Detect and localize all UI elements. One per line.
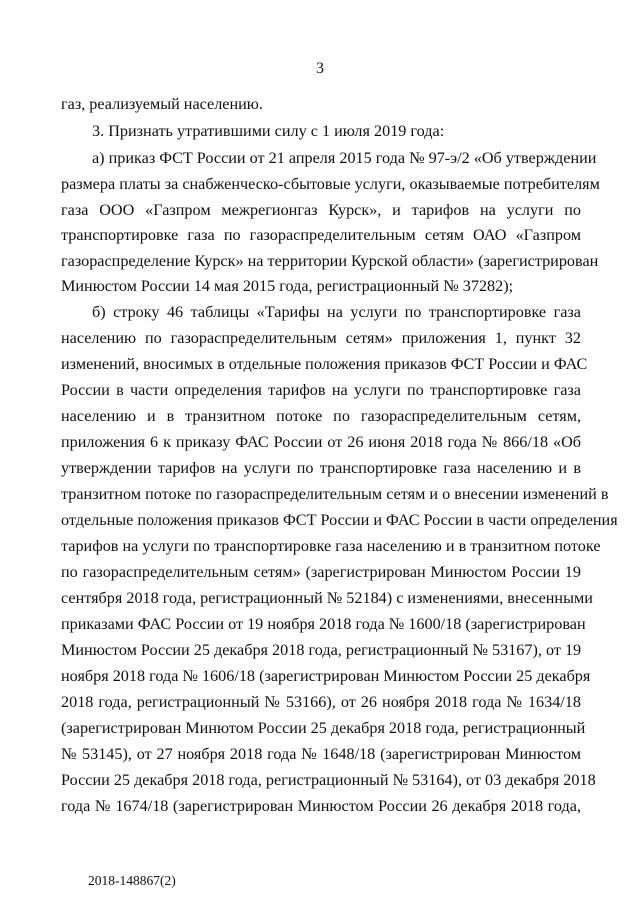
text-line: отдельные положения приказов ФСТ России и ФАС России в части определения (61, 511, 618, 529)
text-line: приказами ФАС России от 19 ноября 2018 года № 1600/18 (зарегистрирован (61, 615, 586, 633)
text-line: № 53145), от 27 ноября 2018 года № 1648/18 (зарегистрирован Минюстом (61, 745, 581, 763)
text-line: утверждении тарифов на услуги по транспортировке газа населению и в (61, 459, 581, 477)
text-line: Минюстом России 14 мая 2015 года, регистрационный № 37282); (61, 277, 514, 295)
text-line: сентября 2018 года, регистрационный № 52184) с изменениями, внесенными (61, 589, 593, 607)
text-line: России в части определения тарифов на услуги по транспортировке газа (61, 381, 581, 399)
text-line: 3. Признать утратившими силу с 1 июля 2019 года: (92, 122, 445, 140)
text-line: по газораспределительным сетям» (зарегистрирован Минюстом России 19 (61, 563, 581, 581)
text-line: а) приказ ФСТ России от 21 апреля 2015 года № 97-э/2 «Об утверждении (92, 149, 597, 167)
text-line: ноября 2018 года № 1606/18 (зарегистрирован Минюстом России 25 декабря (61, 667, 591, 685)
text-line: газа ООО «Газпром межрегионгаз Курск», и тарифов на услуги по (61, 201, 581, 219)
text-line: газ, реализуемый населению. (61, 95, 263, 113)
text-line: б) строку 46 таблицы «Тарифы на услуги по транспортировке газа (92, 303, 581, 321)
text-line: (зарегистрирован Минютом России 25 декабря 2018 года, регистрационный (61, 719, 586, 737)
text-line: тарифов на услуги по транспортировке газа населению и в транзитном потоке (61, 537, 601, 555)
text-line: размера платы за снабженческо-сбытовые услуги, оказываемые потребителям (61, 175, 600, 193)
text-line: приложения 6 к приказу ФАС России от 26 июня 2018 года № 866/18 «Об (61, 433, 581, 451)
text-line: газораспределение Курск» на территории Курской области» (зарегистрирован (61, 252, 599, 270)
document-code: 2018-148867(2) (88, 873, 176, 888)
text-line: изменений, вносимых в отдельные положения приказов ФСТ России и ФАС (61, 355, 588, 373)
text-line: 2018 года, регистрационный № 53166), от 26 ноября 2018 года № 1634/18 (61, 693, 581, 711)
text-line: России 25 декабря 2018 года, регистрационный № 53164), от 03 декабря 2018 (61, 771, 596, 789)
text-line: года № 1674/18 (зарегистрирован Минюстом России 26 декабря 2018 года, (61, 797, 581, 815)
text-line: населению по газораспределительным сетям» приложения 1, пункт 32 (61, 329, 581, 347)
page-number: 3 (316, 60, 324, 77)
text-line: Минюстом России 25 декабря 2018 года, регистрационный № 53167), от 19 (61, 641, 582, 659)
text-line: транзитном потоке по газораспределительным сетям и о внесении изменений в (61, 485, 609, 503)
text-line: транспортировке газа по газораспределительным сетям ОАО «Газпром (61, 226, 581, 244)
text-line: населению и в транзитном потоке по газораспределительным сетям, (61, 407, 581, 425)
